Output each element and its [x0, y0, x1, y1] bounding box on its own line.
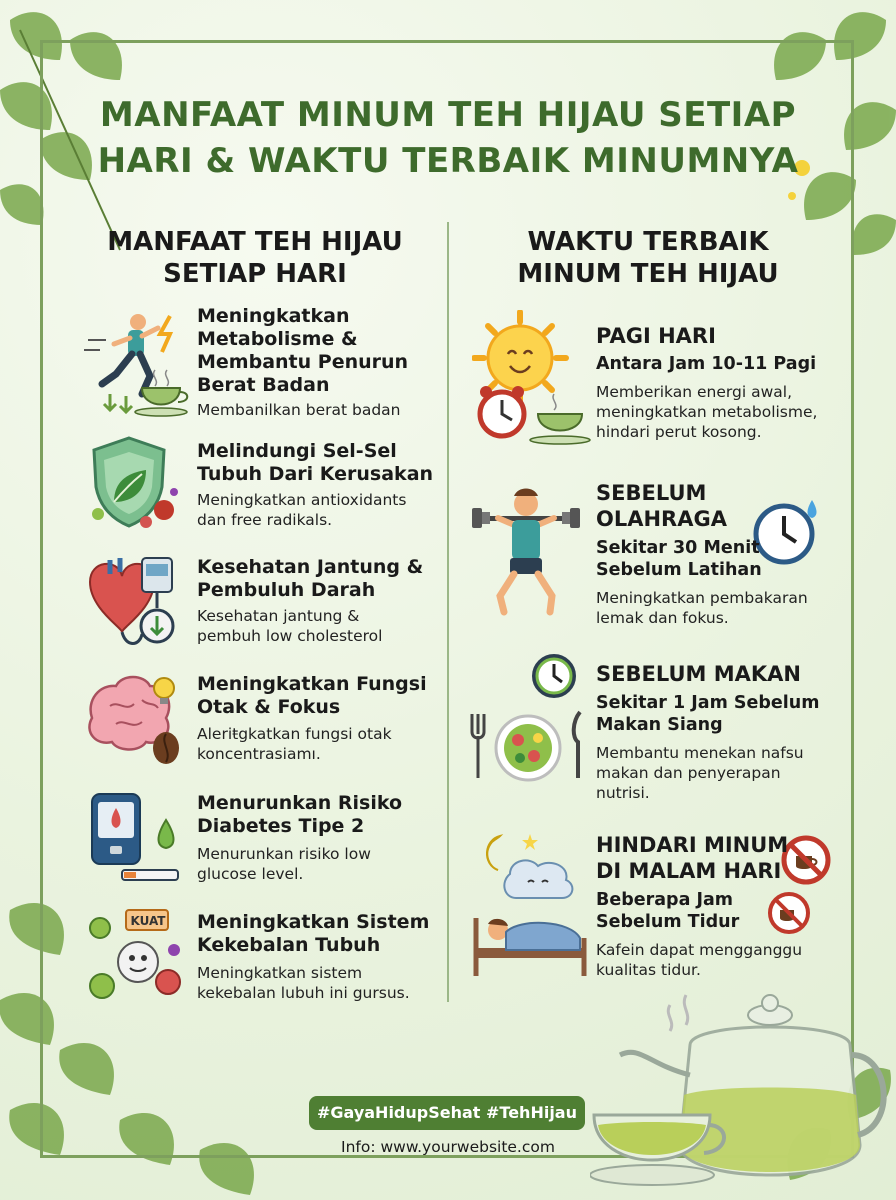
- benefit-desc-1: Membanilkan berat badan: [197, 401, 401, 419]
- benefit-title-6: Meningkatkan Sistem Kekebalan Tubuh: [197, 911, 430, 956]
- heart-blood-pressure-icon: [80, 552, 190, 652]
- time-sub-2: Sekitar 30 Menit Sebelum Latihan: [596, 538, 762, 580]
- sun-clock-tea-icon: [472, 310, 592, 450]
- benefit-desc-2: Meningkatkan antioxidants dan free radikals.: [197, 491, 407, 529]
- time-sub-1: Antara Jam 10-11 Pagi: [596, 354, 817, 374]
- benefit-desc-4: Aleriŧgkatkan fungsi otak koncentrasiamı.: [197, 725, 392, 763]
- teapot-cup-icon: [590, 985, 896, 1200]
- no-coffee-sign-icon: [766, 890, 812, 936]
- time-desc-2: Meningkatkan pembakaran lemak dan fokus.: [596, 589, 808, 627]
- benefit-title-4: Meningkatkan Fungsi Otak & Fokus: [197, 673, 427, 718]
- benefit-title-1: Meningkatkan Metabolisme & Membantu Penurun Berat Badan: [197, 305, 409, 396]
- hashtag-badge: #GayaHidupSehat #TehHijau: [309, 1096, 585, 1130]
- info-website: Info: www.yourwebsite.com: [341, 1138, 555, 1156]
- time-desc-3: Membantu menekan nafsu makan dan penyerapan nutrisi.: [596, 744, 804, 802]
- column-divider: [447, 222, 449, 1002]
- glucose-meter-icon: [88, 790, 188, 886]
- shield-leaf-icon: [84, 432, 184, 532]
- left-column-heading: MANFAAT TEH HIJAU SETIAP HARI: [107, 227, 403, 289]
- benefit-title-3: Kesehatan Jantung & Pembuluh Darah: [197, 556, 424, 601]
- benefit-desc-6: Meningkatkan sistem kekebalan lubuh ini gursus.: [197, 964, 410, 1002]
- weightlifter-clock-icon: [470, 484, 590, 624]
- benefit-title-5: Menurunkan Risiko Diabetes Tipe 2: [197, 792, 403, 837]
- time-sub-3: Sekitar 1 Jam Sebelum Makan Siang: [596, 693, 820, 735]
- strong-badge: KUAT: [130, 914, 166, 928]
- plate-clock-icon: [468, 652, 590, 786]
- benefit-desc-5: Menurunkan risiko low glucose level.: [197, 845, 371, 883]
- time-sub-4: Beberapa Jam Sebelum Tidur: [596, 890, 740, 932]
- page-title: MANFAAT MINUM TEH HIJAU SETIAP HARI & WAKTU TERBAIK MINUMNYA: [97, 95, 799, 181]
- time-title-4: HINDARI MINUM DI MALAM HARI: [596, 833, 789, 883]
- time-desc-1: Memberikan energi awal, meningkatkan metabolisme, hindari perut kosong.: [596, 383, 818, 441]
- benefit-desc-3: Kesehatan jantung & pembuh low cholesterol: [197, 607, 383, 645]
- brain-lightbulb-icon: [82, 670, 188, 770]
- time-desc-4: Kafein dapat mengganggu kualitas tidur.: [596, 941, 803, 979]
- time-title-2: SEBELUM OLAHRAGA: [596, 481, 727, 531]
- running-man-tea-icon: [80, 310, 190, 420]
- moon-sleep-no-tea-icon: [470, 828, 590, 978]
- time-title-3: SEBELUM MAKAN: [596, 662, 801, 686]
- benefit-title-2: Melindungi Sel-Sel Tubuh Dari Kerusakan: [197, 440, 434, 485]
- right-column-heading: WAKTU TERBAIK MINUM TEH HIJAU: [517, 227, 779, 289]
- time-title-1: PAGI HARI: [596, 324, 716, 348]
